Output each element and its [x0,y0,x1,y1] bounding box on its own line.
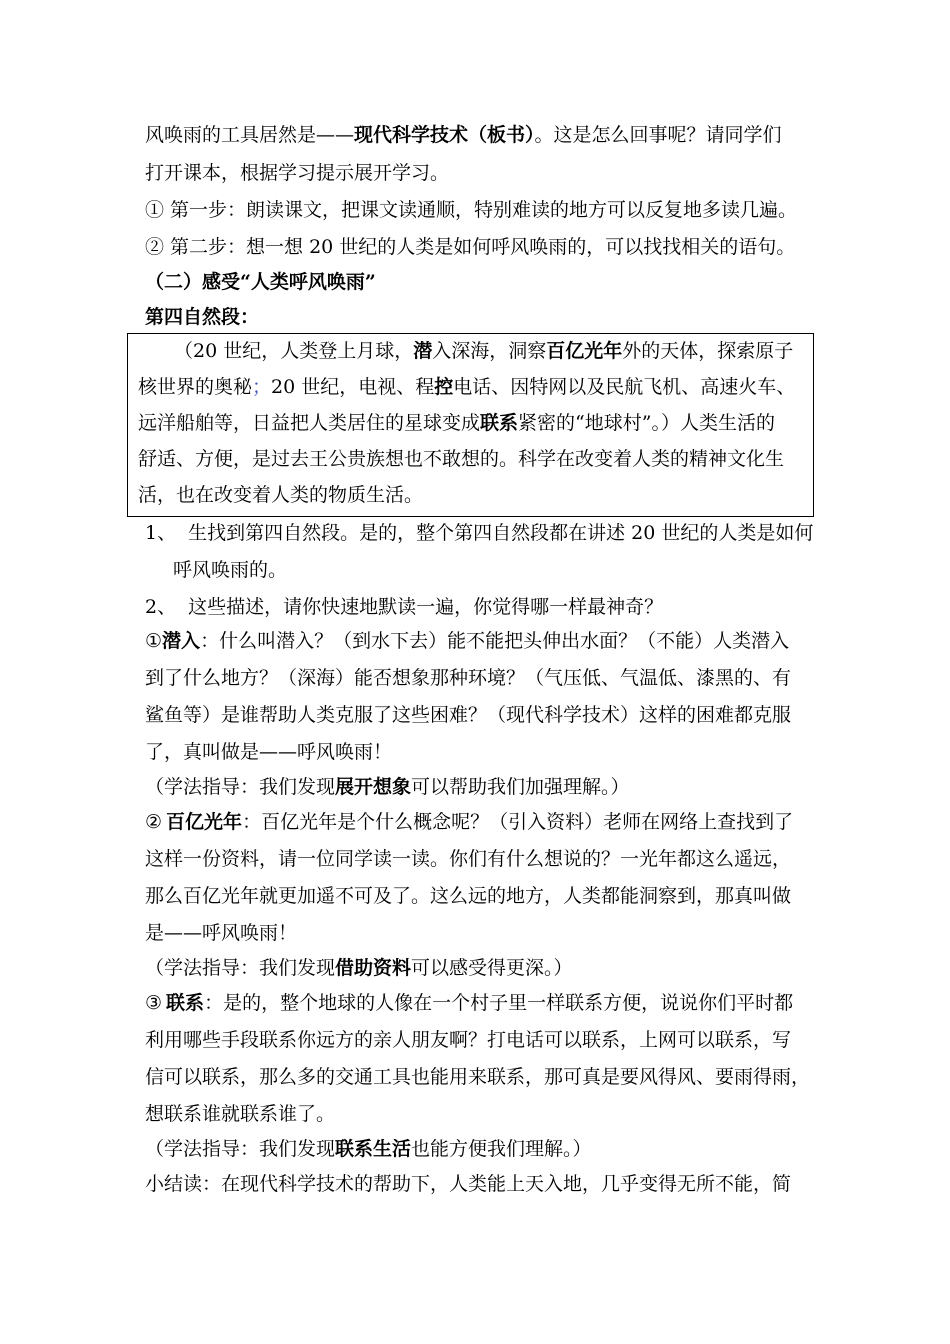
point-text: ：是的，整个地球的人像在一个村子里一样联系方便，说说你们平时都 [204,992,794,1014]
point-3-line-3: 信可以联系，那么多的交通工具也能用来联系，那可真是要风得风、要雨得雨， [145,1066,811,1088]
point-text: ：百亿光年是个什么概念呢？（引入资料）老师在网络上查找到了 [242,811,794,833]
tip-text: （学法指导：我们发现 [145,776,336,798]
point-1-line-2: 到了什么地方？（深海）能否想象那种环境？（气压低、气温低、漆黑的、有 [145,667,792,689]
tip-text: （学法指导：我们发现 [145,957,336,979]
item-number: 2、 [145,596,177,618]
point-1-line-1 [145,627,789,655]
question-1 [145,519,813,547]
item-text: 这些描述，请你快速地默读一遍，你觉得哪一样最神奇？ [188,596,664,618]
tip-text: 可以帮助我们加强理解。） [411,776,630,798]
item-number: 1、 [145,522,177,544]
box-text: （20 世纪，人类登上月球， [174,340,414,362]
box-line-5: 活，也在改变着人类的物质生活。 [138,484,424,506]
summary-line: 小结读：在现代科学技术的帮助下，人类能上天入地，几乎变得无所不能，简 [145,1173,792,1195]
point-3-line-2: 利用哪些手段联系你远方的亲人朋友啊？打电话可以联系，上网可以联系，写 [145,1029,792,1051]
point-2-line-2: 这样一份资料，请一位同学读一读。你们有什么想说的？一光年都这么遥远， [145,848,792,870]
box-text: 入深海，洞察 [432,340,547,362]
point-2-tip [145,954,573,982]
box-text: 远洋船舶等，日益把人类居住的星球变成 [138,412,481,434]
point-text: ：什么叫潜入？（到水下去）能不能把头伸出水面？（不能）人类潜入 [200,630,790,652]
point-3-line-1 [145,989,793,1017]
question-2 [145,593,663,621]
point-3-tip [145,1135,592,1163]
box-line-2 [138,373,795,401]
point-2-line-3: 那么百亿光年就更加遥不可及了。这么远的地方，人类都能洞察到，那真叫做 [145,885,792,907]
tip-text: （学法指导：我们发现 [145,1138,336,1160]
box-bold-text: 潜 [413,340,433,362]
point-number: ② [145,811,163,833]
tip-keyword: 联系生活 [335,1138,412,1160]
tip-text: 可以感受得更深。） [411,957,573,979]
tip-keyword: 展开想象 [335,776,412,798]
intro-text: 风唤雨的工具居然是—— [145,124,355,146]
point-1-tip [145,773,630,801]
item-text: 生找到第四自然段。是的，整个第四自然段都在讲述 20 世纪的人类是如何 [188,522,814,544]
point-keyword: 百亿光年 [166,811,243,833]
box-bold-text: 联系 [480,412,519,434]
intro-text: 。这是怎么回事呢？请同学们 [534,124,782,146]
point-2-line-4: 是——呼风唤雨！ [145,922,298,944]
step-1: ① 第一步：朗读课文，把课文读通顺，特别难读的地方可以反复地多读几遍。 [145,199,798,221]
box-line-4: 舒适、方便，是过去王公贵族想也不敢想的。科学在改变着人类的精神文化生 [138,448,785,470]
intro-line-1 [145,121,782,149]
point-1-line-4: 了，真叫做是——呼风唤雨！ [145,741,393,763]
point-number: ③ [145,992,163,1014]
box-separator: ； [252,376,272,398]
quoted-paragraph-box [127,333,814,517]
tip-keyword: 借助资料 [335,957,412,979]
point-number: ① [145,630,163,652]
intro-bold-text: 现代科学技术（板书） [354,124,535,146]
tip-text: 也能方便我们理解。） [411,1138,592,1160]
box-text: 核世界的奥秘 [138,376,253,398]
box-bold-text: 控 [434,376,454,398]
box-bold-text: 百亿光年 [546,340,623,362]
section-heading: （二）感受“人类呼风唤雨” [145,271,376,293]
intro-line-2: 打开课本，根据学习提示展开学习。 [145,162,450,184]
box-text: 紧密的“地球村”。）人类生活的 [518,412,775,434]
point-keyword: 潜入 [162,630,201,652]
point-1-line-3: 鲨鱼等）是谁帮助人类克服了这些困难？（现代科学技术）这样的困难都克服 [145,704,792,726]
box-line-3 [138,409,775,437]
box-text: 外的天体，探索原子 [622,340,794,362]
paragraph-label: 第四自然段： [145,306,260,328]
point-3-line-4: 想联系谁就联系谁了。 [145,1103,336,1125]
box-text: 电话、因特网以及民航飞机、高速火车、 [453,376,796,398]
point-2-line-1 [145,808,793,836]
step-2: ② 第二步：想一想 20 世纪的人类是如何呼风唤雨的，可以找找相关的语句。 [145,236,796,258]
question-1-cont: 呼风唤雨的。 [173,559,288,581]
point-keyword: 联系 [166,992,205,1014]
box-text: 20 世纪，电视、程 [271,376,435,398]
box-line-1 [174,337,793,365]
